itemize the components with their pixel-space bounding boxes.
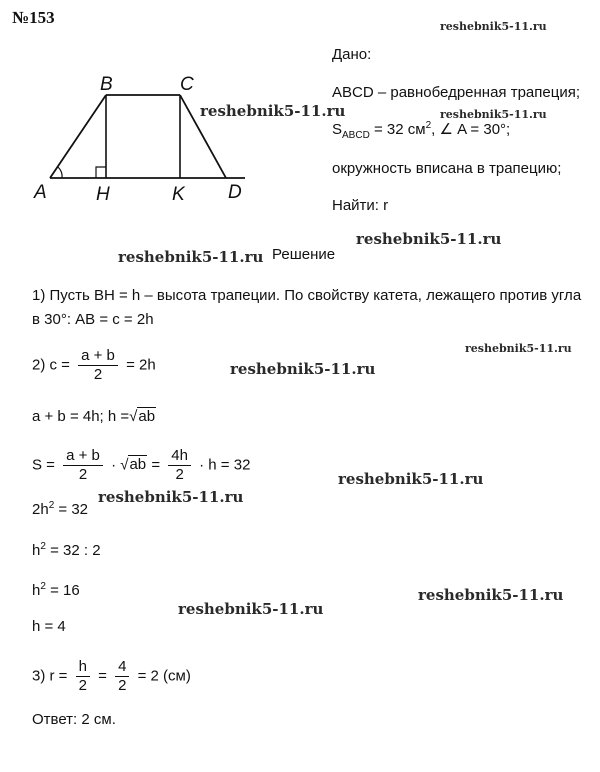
given-heading: Дано: [332, 46, 372, 63]
equals: = [151, 456, 161, 474]
watermark: reshebnik5-11.ru [440, 20, 547, 33]
watermark: reshebnik5-11.ru [418, 586, 564, 604]
problem-number: №153 [12, 8, 55, 27]
area-unit-power: 2 [425, 120, 432, 131]
label-h: H [96, 184, 110, 205]
area-value: = 32 см [369, 121, 426, 138]
step2-result: = 2h [126, 356, 156, 374]
equation-3 [32, 581, 80, 599]
eq-base: h [32, 542, 41, 559]
step3-label: 3) r = [32, 667, 68, 685]
numerator: 4 [115, 658, 129, 677]
step2-formula [32, 347, 156, 384]
numerator: a + b [78, 347, 118, 366]
eq-base: h [32, 582, 41, 599]
label-c: C [180, 74, 194, 95]
radicand: ab [129, 456, 147, 474]
eq-power: 2 [40, 581, 46, 592]
fraction [78, 347, 118, 384]
step1-line2: в 30°: AB = c = 2h [32, 311, 154, 328]
label-b: B [100, 74, 113, 95]
numerator: 4h [168, 447, 191, 466]
watermark: reshebnik5-11.ru [98, 488, 244, 506]
equation-4: h = 4 [32, 618, 66, 635]
denominator: 2 [93, 366, 103, 383]
eq-rest: = 32 : 2 [45, 542, 101, 559]
fraction [115, 658, 129, 695]
area-symbol: S [332, 121, 343, 138]
multiply-dot: · [111, 456, 117, 474]
eq-rest: = 32 [54, 501, 89, 518]
ab-relation: a + b = 4h; h =√ab [32, 408, 156, 425]
eq-rest: = 16 [45, 582, 80, 599]
radicand: ab [138, 408, 156, 425]
numerator: a + b [63, 447, 103, 466]
label-k: K [172, 184, 185, 205]
given-angle: , ∠ A = 30°; [431, 121, 511, 138]
area-subscript: ABCD [342, 130, 370, 141]
watermark: reshebnik5-11.ru [465, 342, 572, 355]
step3-formula [32, 658, 191, 695]
eq-base: 2h [32, 501, 49, 518]
step3-result: = 2 (см) [137, 667, 191, 685]
watermark: reshebnik5-11.ru [230, 360, 376, 378]
find-heading: Найти: r [332, 197, 389, 214]
equation-1 [32, 500, 88, 518]
trapezoid-diagram [20, 70, 260, 205]
watermark: reshebnik5-11.ru [356, 230, 502, 248]
side-cd [180, 95, 226, 178]
given-inscribed-circle: окружность вписана в трапецию; [332, 160, 562, 177]
fraction [76, 658, 90, 695]
watermark: reshebnik5-11.ru [178, 600, 324, 618]
area-formula: S = $\frac{a + b}{2}$ · √ab = $\frac{4h}{2}$ · h = 32 [32, 447, 251, 483]
watermark: reshebnik5-11.ru [200, 102, 346, 120]
eq-power: 2 [40, 541, 46, 552]
label-d: D [228, 182, 242, 203]
step1-line1: 1) Пусть BH = h – высота трапеции. По свойству катета, лежащего против угла [32, 287, 582, 304]
watermark: reshebnik5-11.ru [118, 248, 264, 266]
side-ab [50, 95, 106, 178]
equals: = [98, 667, 107, 685]
solution-heading: Решение [272, 246, 336, 263]
given-area [332, 120, 510, 141]
angle-a-arc [58, 167, 62, 178]
denominator: 2 [78, 677, 87, 694]
watermark: reshebnik5-11.ru [440, 108, 547, 121]
area-label: S = [32, 456, 55, 474]
label-a: A [34, 182, 47, 203]
numerator: h [76, 658, 90, 677]
watermark: reshebnik5-11.ru [338, 470, 484, 488]
denominator: 2 [175, 466, 184, 483]
equation-2 [32, 541, 101, 559]
given-trapezoid: ABCD – равнобедренная трапеция; [332, 84, 580, 101]
step2-label: 2) c = [32, 356, 70, 374]
fraction [168, 447, 191, 484]
denominator: 2 [78, 466, 88, 483]
fraction [63, 447, 103, 484]
area-result: · h = 32 [199, 456, 251, 474]
denominator: 2 [118, 677, 127, 694]
ab-relation-text: a + b = 4h; h = [32, 408, 130, 425]
right-angle-mark [96, 167, 106, 178]
answer: Ответ: 2 см. [32, 711, 116, 728]
eq-power: 2 [48, 500, 55, 511]
